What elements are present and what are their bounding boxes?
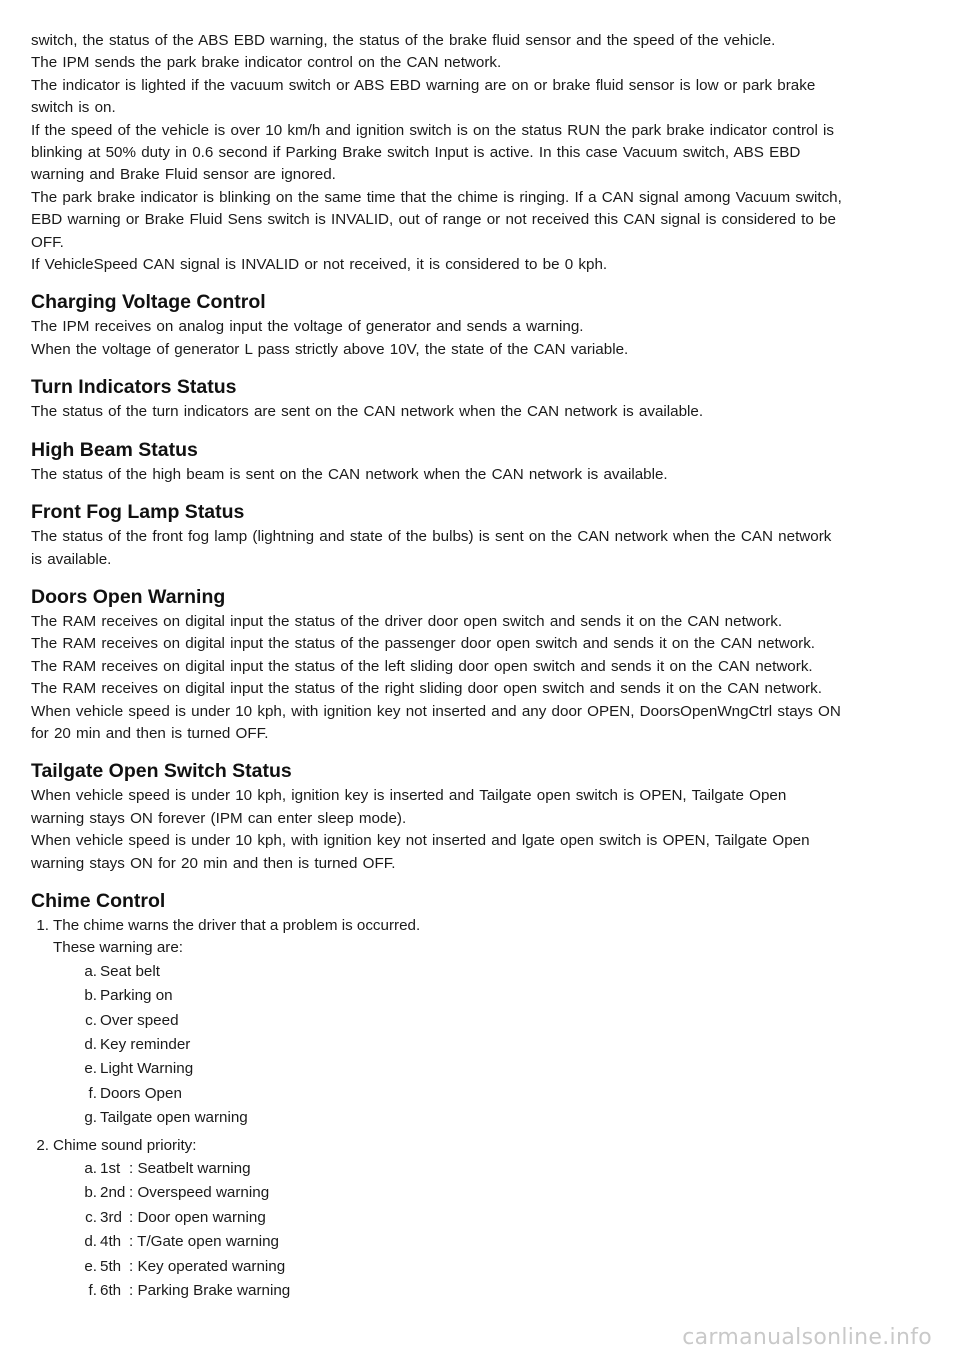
text-line: warning stays ON forever (IPM can enter sleep mode). [31, 809, 407, 827]
sublist-item [53, 1255, 931, 1279]
sublist-item [53, 1279, 931, 1303]
text-line: The indicator is lighted if the vacuum switch or ABS EBD warning are on or brake fluid sensor is low or park brake [31, 76, 816, 94]
sublist-marker: b. [84, 1184, 97, 1202]
list-item-text: These warning are: [53, 939, 184, 957]
sublist-marker: a. [84, 1160, 97, 1178]
sublist-item [53, 1206, 931, 1230]
section-body-doors-open [31, 611, 931, 745]
priority-rank: 5th [100, 1257, 122, 1275]
sublist-item [53, 1181, 931, 1205]
sublist-item [53, 960, 931, 984]
section-body-charging-voltage [31, 316, 931, 361]
text-line: OFF. [31, 233, 64, 251]
sublist-marker: b. [84, 987, 97, 1005]
sublist-text: : Overspeed warning [129, 1184, 270, 1202]
text-line: When vehicle speed is under 10 kph, with ignition key not inserted and any door OPEN, DoorsOpenWngCtrl stays ON [31, 702, 841, 720]
sublist-text: Key reminder [100, 1036, 191, 1053]
sublist-marker: d. [84, 1233, 97, 1251]
text-line: If the speed of the vehicle is over 10 km/h and ignition switch is on the status RUN the park brake indicator control is [31, 121, 835, 139]
sublist-marker: d. [84, 1036, 97, 1053]
sublist-text: Tailgate open warning [100, 1109, 248, 1127]
sublist-item [53, 984, 931, 1008]
text-line: warning stays ON for 20 min and then is turned OFF. [31, 854, 396, 872]
sublist-text: Over speed [100, 1011, 179, 1029]
document-page [31, 30, 931, 1303]
sublist-text: : Key operated warning [129, 1257, 286, 1275]
sublist-text: : Seatbelt warning [129, 1160, 251, 1178]
sublist-item [53, 1157, 931, 1181]
section-heading-front-fog-lamp: Front Fog Lamp Status [31, 501, 245, 524]
list-item-text: The chime warns the driver that a problem is occurred. [53, 916, 421, 934]
sublist-item [53, 1009, 931, 1033]
text-line: When vehicle speed is under 10 kph, with ignition key not inserted and lgate open switch is OPEN, Tailgate Open [31, 832, 810, 850]
sublist-text: Doors Open [100, 1084, 182, 1102]
section-body-turn-indicators [31, 401, 931, 423]
text-line: switch, the status of the ABS EBD warning, the status of the brake fluid sensor and the speed of the vehicle. [31, 32, 776, 49]
text-line: switch is on. [31, 99, 116, 117]
sublist-text: Light Warning [100, 1060, 194, 1078]
section-heading-tailgate: Tailgate Open Switch Status [31, 760, 292, 783]
sublist-marker: e. [84, 1060, 97, 1078]
section-body-front-fog-lamp [31, 526, 931, 571]
text-line: The IPM receives on analog input the voltage of generator and sends a warning. [31, 318, 584, 336]
section-heading-high-beam: High Beam Status [31, 438, 198, 461]
priority-rank: 6th [100, 1282, 122, 1300]
site-watermark: carmanualsonline.info [682, 1325, 932, 1350]
sublist-marker: e. [84, 1257, 97, 1275]
text-line: The status of the high beam is sent on the CAN network when the CAN network is available. [31, 465, 668, 483]
chime-list-item-1 [31, 915, 931, 1131]
sublist-item [53, 1230, 931, 1254]
text-line: EBD warning or Brake Fluid Sens switch is INVALID, out of range or not received this CAN signal is considered to be [31, 211, 836, 229]
section-heading-doors-open: Doors Open Warning [31, 585, 226, 608]
text-line: The IPM sends the park brake indicator control on the CAN network. [31, 54, 502, 72]
sublist-marker: f. [88, 1282, 97, 1300]
sublist-item [53, 1057, 931, 1081]
priority-rank: 2nd [100, 1184, 126, 1202]
section-body-high-beam [31, 464, 931, 486]
section-body-tailgate [31, 785, 931, 875]
sublist-item [53, 1033, 931, 1057]
list-item-text: Chime sound priority: [53, 1136, 197, 1154]
text-line: The park brake indicator is blinking on the same time that the chime is ringing. If a CAN signal among Vacuum switch, [31, 188, 842, 206]
text-line: The RAM receives on digital input the status of the passenger door open switch and sends it on the CAN network. [31, 635, 816, 653]
sublist-item [53, 1106, 931, 1130]
sublist-text: : Parking Brake warning [129, 1282, 291, 1300]
section-heading-turn-indicators: Turn Indicators Status [31, 376, 237, 399]
text-line: for 20 min and then is turned OFF. [31, 724, 269, 742]
intro-paragraph [31, 30, 931, 276]
priority-rank: 1st [100, 1160, 121, 1178]
text-line: When vehicle speed is under 10 kph, ignition key is inserted and Tailgate open switch is OPEN, Tailgate Open [31, 787, 787, 805]
list-marker: 2. [36, 1136, 49, 1154]
sublist-marker: c. [85, 1208, 97, 1226]
sublist-text: : T/Gate open warning [129, 1233, 279, 1251]
priority-rank: 3rd [100, 1208, 122, 1226]
sublist-marker: a. [84, 962, 97, 980]
text-line: The status of the front fog lamp (lightning and state of the bulbs) is sent on the CAN network when the CAN network [31, 528, 832, 546]
chime-list-item-2 [31, 1135, 931, 1304]
list-marker: 1. [36, 916, 49, 934]
text-line: If VehicleSpeed CAN signal is INVALID or not received, it is considered to be 0 kph. [31, 256, 608, 274]
text-line: warning and Brake Fluid sensor are ignored. [31, 166, 336, 184]
text-line: The RAM receives on digital input the status of the driver door open switch and sends it on the CAN network. [31, 612, 783, 630]
sublist-marker: f. [88, 1084, 97, 1102]
text-line: When the voltage of generator L pass strictly above 10V, the state of the CAN variable. [31, 340, 629, 358]
sublist-marker: c. [85, 1011, 97, 1029]
chime-numbered-list [31, 915, 931, 1304]
sublist-marker: g. [84, 1109, 97, 1127]
priority-sublist [53, 1157, 931, 1303]
warning-sublist [53, 960, 931, 1131]
section-heading-chime-control: Chime Control [31, 889, 166, 912]
sublist-text: Parking on [100, 987, 173, 1005]
text-line: The RAM receives on digital input the status of the left sliding door open switch and sends it on the CAN network. [31, 657, 813, 675]
section-heading-charging-voltage: Charging Voltage Control [31, 291, 266, 314]
sublist-text: : Door open warning [129, 1208, 266, 1226]
text-line: blinking at 50% duty in 0.6 second if Parking Brake switch Input is active. In this case Vacuum switch, ABS EBD [31, 144, 801, 162]
sublist-text: Seat belt [100, 962, 160, 980]
priority-rank: 4th [100, 1233, 122, 1251]
text-line: is available. [31, 550, 112, 568]
text-line: The status of the turn indicators are sent on the CAN network when the CAN network is available. [31, 403, 704, 421]
sublist-item [53, 1082, 931, 1106]
text-line: The RAM receives on digital input the status of the right sliding door open switch and sends it on the CAN network. [31, 680, 822, 698]
